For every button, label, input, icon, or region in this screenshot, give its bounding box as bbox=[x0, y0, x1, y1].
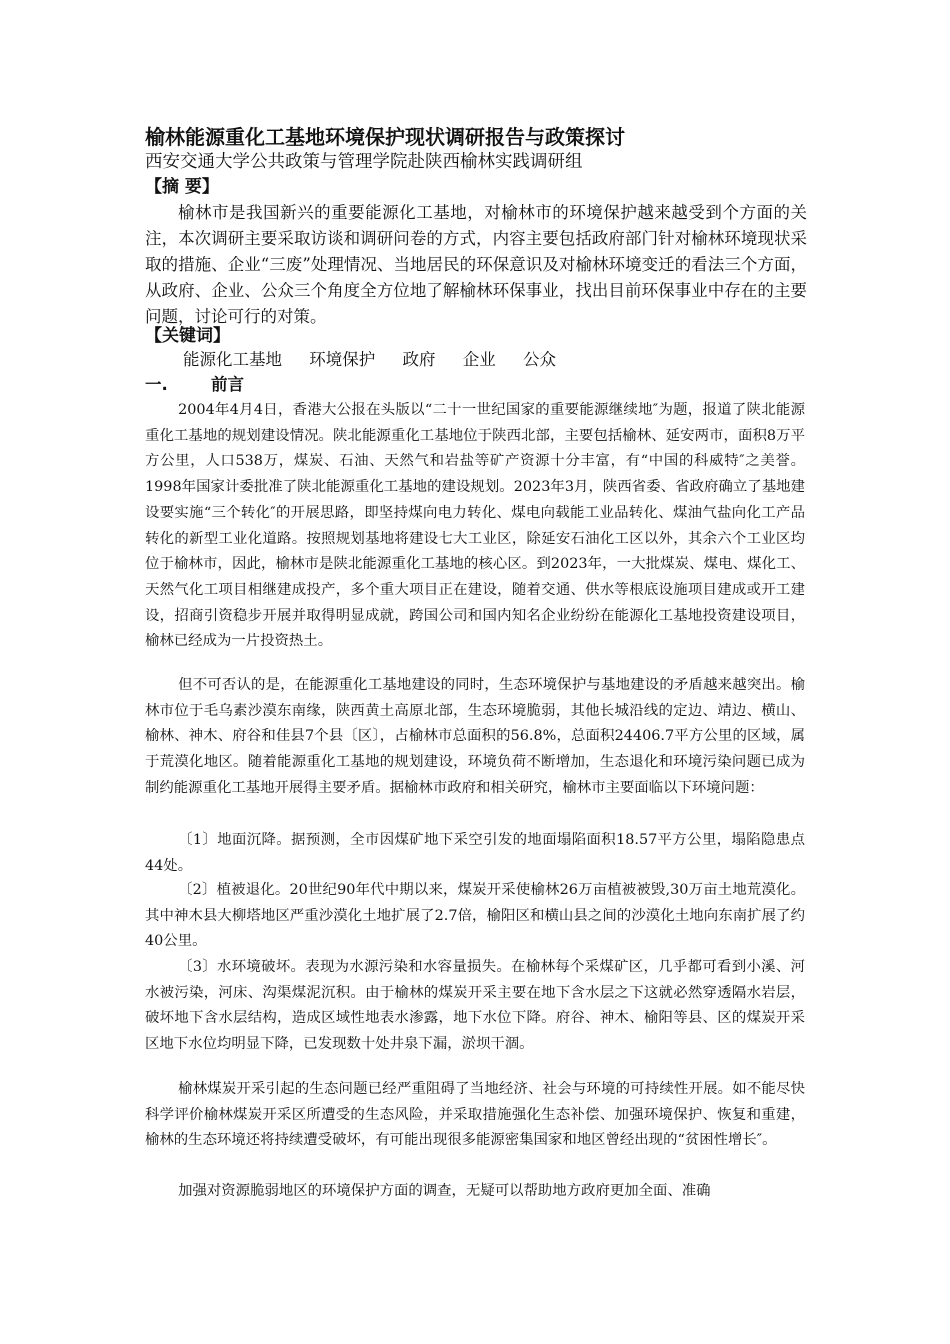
section-number: 一. bbox=[145, 375, 168, 394]
keywords-list bbox=[183, 348, 578, 372]
keyword-item: 公众 bbox=[523, 350, 556, 369]
keyword-item: 能源化工基地 bbox=[183, 350, 282, 369]
keyword-item: 企业 bbox=[462, 350, 496, 369]
document-subtitle: 西安交通大学公共政策与管理学院赴陕西榆林实践调研组 bbox=[145, 152, 583, 172]
body-paragraph: 加强对资源脆弱地区的环境保护方面的调查，无疑可以帮助地方政府更加全面、准确 bbox=[178, 1183, 711, 1199]
abstract-heading: 【摘 要】 bbox=[145, 177, 219, 197]
body-paragraph: 2004年4月4日，香港大公报在头版以“二十一世纪国家的重要能源继续地″为题，报道了陕北能源重化工基地的规划建设情况。陕北能源重化工基地位于陕西北部，主要包括榆林、延安两市，面积8万平方公里，人口538万，煤炭、石油、天然气和岩盐等矿产资源十分丰富，有“中国的科威特″之美誉。1998年国家计委批准了陕北能源重化工基地的建设规划。2023年3月，陕西省委、省政府确立了基地建设要实施“三个转化″的开展思路，即坚持煤向电力转化、煤电向载能工业品转化、煤油气盐向化工产品转化的新型工业化道路。按照规划基地将建设七大工业区，除延安石油化工区以外，其余六个工业区均位于榆林市，因此，榆林市是陕北能源重化工基地的核心区。到2023年，一大批煤炭、煤电、煤化工、天然气化工项目相继建成投产，多个重大项目正在建设，随着交通、供水等根底设施项目建成或开工建设，招商引资稳步开展并取得明显成就，跨国公司和国内知名企业纷纷在能源化工基地投资建设项目，榆林已经成为一片投资热土。 bbox=[145, 402, 805, 650]
body-paragraph: 〔3〕水环境破坏。表现为水源污染和水容量损失。在榆林每个采煤矿区，几乎都可看到小溪、河水被污染，河床、沟渠煤泥沉积。由于榆林的煤炭开采主要在地下含水层之下这就必然穿透隔水岩层，破坏地下含水层结构，造成区域性地表水渗露，地下水位下降。府谷、神木、榆阳等县、区的煤炭开采区地下水位均明显下降，已发现数十处井泉下漏，淤坝干涸。 bbox=[145, 959, 805, 1053]
section-heading-preface bbox=[145, 373, 244, 397]
body-paragraph: 榆林煤炭开采引起的生态问题已经严重阻碍了当地经济、社会与环境的可持续性开展。如不能尽快科学评价榆林煤炭开采区所遭受的生态风险，并采取措施强化生态补偿、加强环境保护、恢复和重建，榆林的生态环境还将持续遭受破坏，有可能出现很多能源密集国家和地区曾经出现的“贫困性增长″。 bbox=[145, 1081, 805, 1149]
abstract-text: 榆林市是我国新兴的重要能源化工基地，对榆林市的环境保护越来越受到个方面的关注，本次调研主要采取访谈和调研问卷的方式，内容主要包括政府部门针对榆林环境现状采取的措施、企业“三废”处理情况、当地居民的环保意识及对榆林环境变迁的看法三个方面，从政府、企业、公众三个角度全方位地了解榆林环保事业，找出目前环保事业中存在的主要问题，讨论可行的对策。 bbox=[145, 203, 807, 326]
body-paragraph: 〔1〕地面沉降。据预测，全市因煤矿地下采空引发的地面塌陷面积18.57平方公里，塌陷隐患点44处。 bbox=[145, 832, 805, 874]
section-title: 前言 bbox=[211, 375, 244, 394]
keyword-item: 政府 bbox=[402, 350, 436, 369]
keyword-item: 环境保护 bbox=[309, 350, 376, 369]
document-title: 榆林能源重化工基地环境保护现状调研报告与政策探讨 bbox=[145, 125, 625, 149]
body-paragraph: 〔2〕植被退化。20世纪90年代中期以来，煤炭开采使榆林26万亩植被被毁,30万亩土地荒漠化。其中神木县大柳塔地区严重沙漠化土地扩展了2.7倍，榆阳区和横山县之间的沙漠化土地向东南扩展了约40公里。 bbox=[145, 882, 805, 950]
keywords-heading: 【关键词】 bbox=[145, 326, 230, 346]
body-paragraph: 但不可否认的是，在能源重化工基地建设的同时，生态环境保护与基地建设的矛盾越来越突出。榆林市位于毛乌素沙漠东南缘，陕西黄土高原北部，生态环境脆弱，其他长城沿线的定边、靖边、横山、榆林、神木、府谷和佳县7个县〔区〕，占榆林市总面积的56.8%，总面积24406.7平方公里的区域，属于荒漠化地区。随着能源重化工基地的规划建设，环境负荷不断增加，生态退化和环境污染问题已成为制约能源重化工基地开展得主要矛盾。据榆林市政府和相关研究，榆林市主要面临以下环境问题： bbox=[145, 677, 805, 796]
